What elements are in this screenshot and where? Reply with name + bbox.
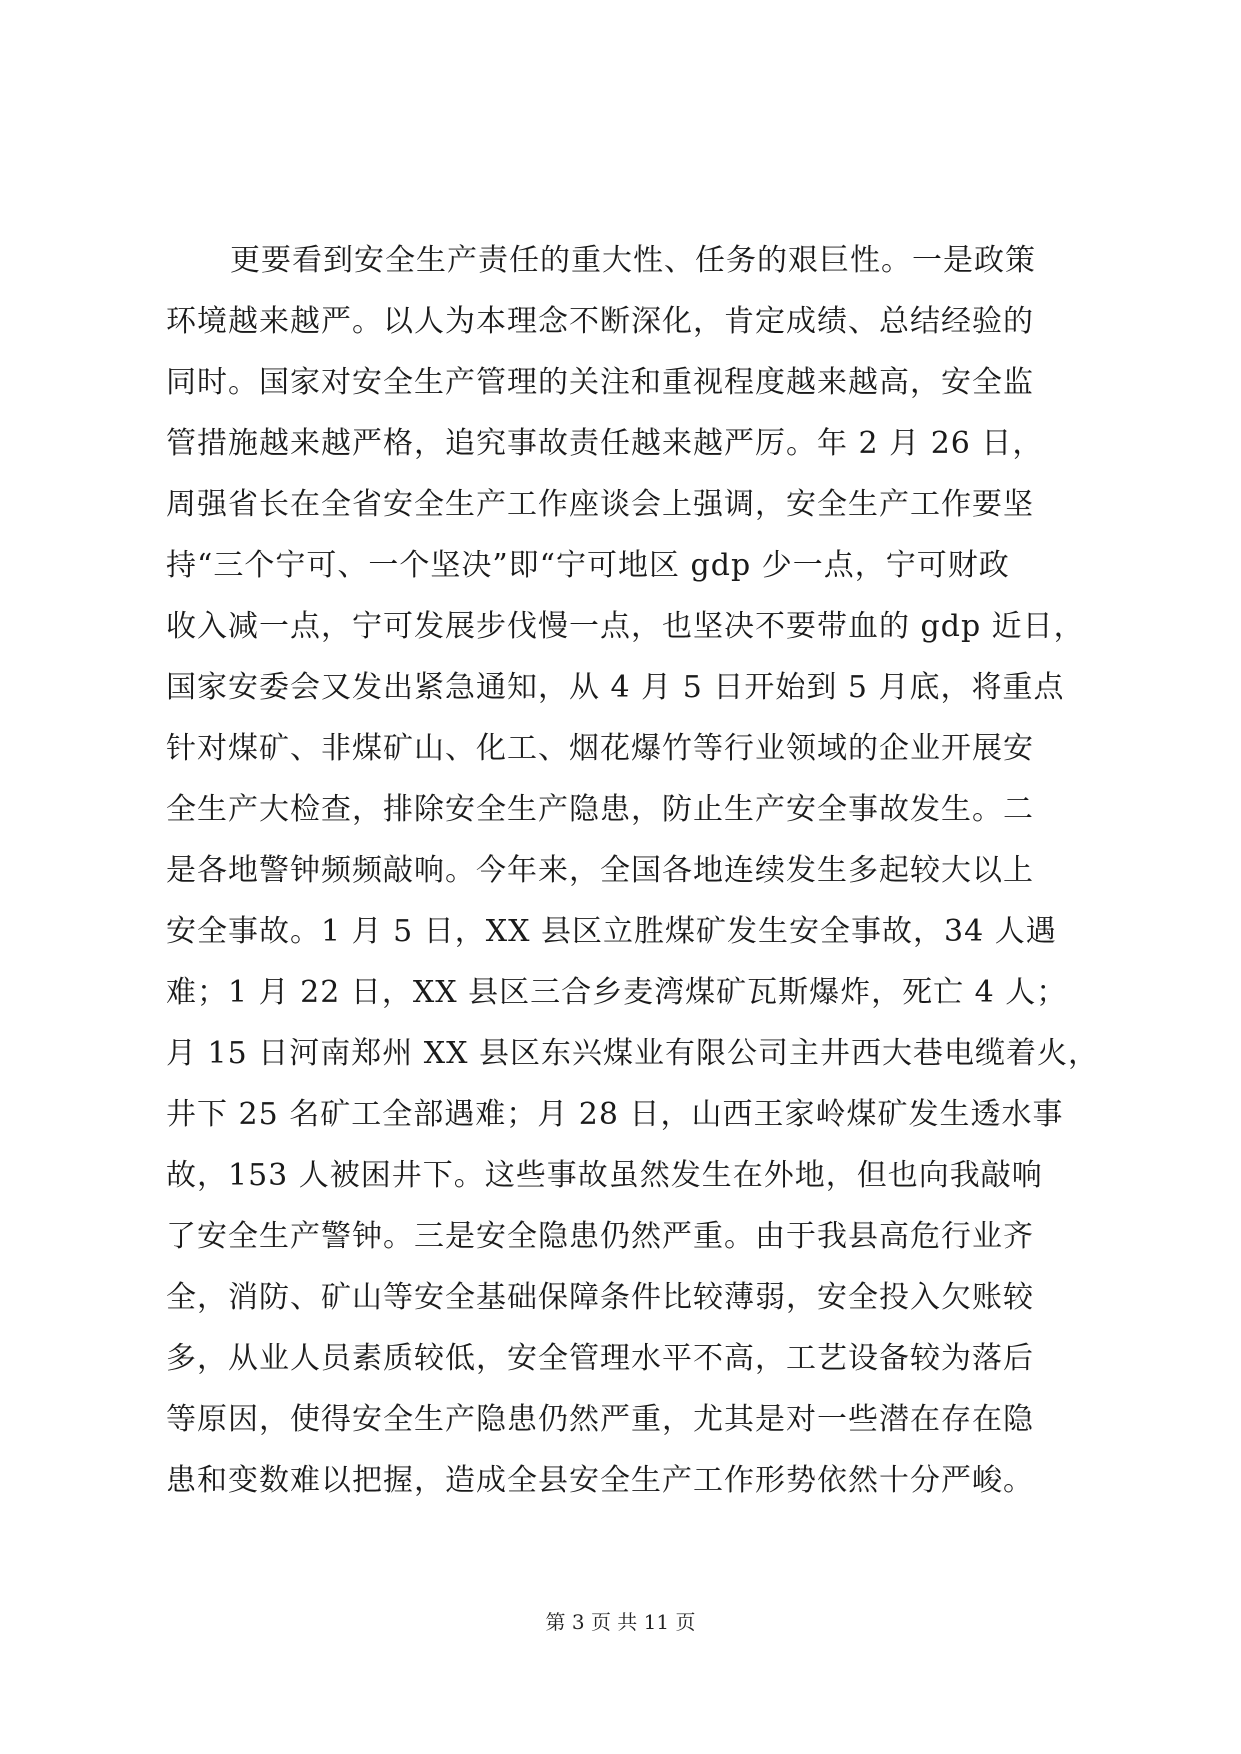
text-line: 故，153 人被困井下。这些事故虽然发生在外地，但也向我敲响: [166, 1158, 1043, 1193]
text-line: 环境越来越严。以人为本理念不断深化，肯定成绩、总结经验的: [166, 304, 1034, 339]
text-line: 全，消防、矿山等安全基础保障条件比较薄弱，安全投入欠账较: [166, 1280, 1034, 1315]
text-line: 月 15 日河南郑州 XX 县区东兴煤业有限公司主井西大巷电缆着火，: [166, 1036, 1100, 1071]
text-line: 是各地警钟频频敲响。今年来，全国各地连续发生多起较大以上: [166, 853, 1034, 888]
text-line: 针对煤矿、非煤矿山、化工、烟花爆竹等行业领域的企业开展安: [166, 731, 1034, 766]
text-line: 持“三个宁可、一个坚决”即“宁可地区 gdp 少一点，宁可财政: [166, 548, 1010, 583]
text-line: 等原因，使得安全生产隐患仍然严重，尤其是对一些潜在存在隐: [166, 1402, 1034, 1437]
text-line: 同时。国家对安全生产管理的关注和重视程度越来越高，安全监: [166, 365, 1034, 400]
text-line: 多，从业人员素质较低，安全管理水平不高，工艺设备较为落后: [166, 1341, 1034, 1376]
text-line: 安全事故。1 月 5 日，XX 县区立胜煤矿发生安全事故，34 人遇: [166, 914, 1057, 949]
text-line: 井下 25 名矿工全部遇难；月 28 日，山西王家岭煤矿发生透水事: [166, 1097, 1064, 1132]
text-line: 周强省长在全省安全生产工作座谈会上强调，安全生产工作要坚: [166, 487, 1034, 522]
body-paragraph: [166, 230, 1100, 1511]
text-line: 全生产大检查，排除安全生产隐患，防止生产安全事故发生。二: [166, 792, 1034, 827]
text-line: 难；1 月 22 日，XX 县区三合乡麦湾煤矿瓦斯爆炸，死亡 4 人；: [166, 975, 1068, 1010]
text-line: 收入减一点，宁可发展步伐慢一点，也坚决不要带血的 gdp 近日，: [166, 609, 1085, 644]
page-number-footer: 第 3 页 共 11 页: [545, 1610, 696, 1634]
text-line: 了安全生产警钟。三是安全隐患仍然严重。由于我县高危行业齐: [166, 1219, 1034, 1254]
text-line: 管措施越来越严格，追究事故责任越来越严厉。年 2 月 26 日，: [166, 426, 1044, 461]
text-line: 更要看到安全生产责任的重大性、任务的艰巨性。一是政策: [230, 243, 1036, 278]
text-line: 患和变数难以把握，造成全县安全生产工作形势依然十分严峻。: [166, 1463, 1034, 1498]
text-line: 国家安委会又发出紧急通知，从 4 月 5 日开始到 5 月底，将重点: [166, 670, 1065, 705]
